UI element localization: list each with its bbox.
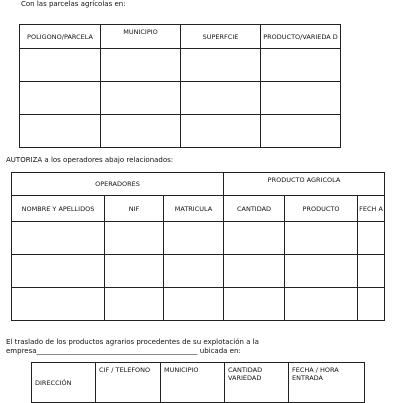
table-cell — [224, 288, 285, 321]
table-cell — [261, 115, 341, 148]
table-cell — [285, 288, 358, 321]
header-producto-variedad: PRODUCTO/VARIEDA D — [261, 25, 341, 49]
table-row — [12, 222, 385, 255]
table-cell — [101, 82, 181, 115]
header-fecha-hora-entrada: FECHA / HORA ENTRADA — [289, 363, 365, 403]
table-cell — [181, 49, 261, 82]
header-cif-telefono: CIF / TELEFONO — [96, 363, 161, 403]
header-nif: NIF — [105, 196, 164, 222]
table-cell — [20, 115, 101, 148]
table-row — [20, 49, 341, 82]
table-cell — [20, 49, 101, 82]
table-cell — [12, 222, 105, 255]
table-row — [20, 115, 341, 148]
group-header-producto-agricola: PRODUCTO AGRICOLA — [224, 173, 385, 196]
table-cell — [164, 288, 224, 321]
header-poligono-parcela: POLIGONO/PARCELA — [20, 25, 101, 49]
table-cell — [12, 288, 105, 321]
table-cell — [101, 49, 181, 82]
parcelas-table — [19, 24, 341, 148]
header-matricula: MATRICULA — [164, 196, 224, 222]
table-cell — [181, 115, 261, 148]
table-cell — [285, 222, 358, 255]
header-municipio-empresa: MUNICIPIO — [161, 363, 225, 403]
table-cell — [285, 255, 358, 288]
group-header-operadores: OPERADORES — [12, 173, 224, 196]
operadores-table — [11, 172, 385, 321]
table-cell — [164, 255, 224, 288]
table-cell — [105, 222, 164, 255]
intro-text: Con las parcelas agrícolas en: — [21, 0, 126, 8]
header-cantidad-variedad: CANTIDAD VARIEDAD — [225, 363, 289, 403]
header-cantidad: CANTIDAD — [224, 196, 285, 222]
traslado-text-line1: El traslado de los productos agrarios procedentes de su explotación a la — [6, 338, 259, 346]
table-row — [12, 288, 385, 321]
table-cell — [358, 255, 385, 288]
table-cell — [224, 222, 285, 255]
table-cell — [105, 288, 164, 321]
table-cell — [105, 255, 164, 288]
table-cell — [101, 115, 181, 148]
header-fecha: FECH A — [358, 196, 385, 222]
table-cell — [181, 82, 261, 115]
header-nombre-apellidos: NOMBRE Y APELLIDOS — [12, 196, 105, 222]
table-cell — [261, 49, 341, 82]
table-cell — [224, 255, 285, 288]
header-producto: PRODUCTO — [285, 196, 358, 222]
authorize-text: AUTORIZA a los operadores abajo relacionados: — [6, 156, 174, 164]
empresa-table — [31, 362, 365, 403]
table-cell — [12, 255, 105, 288]
table-cell — [261, 82, 341, 115]
table-row — [12, 255, 385, 288]
table-cell — [358, 288, 385, 321]
table-cell — [20, 82, 101, 115]
traslado-text-line2: empresa______________________________________________ ubicada en: — [6, 347, 241, 355]
header-direccion: DIRECCIÓN — [32, 363, 96, 403]
header-superficie: SUPERFCIE — [181, 25, 261, 49]
table-cell — [358, 222, 385, 255]
header-municipio: MUNICIPIO — [101, 25, 181, 49]
table-row — [20, 82, 341, 115]
table-cell — [164, 222, 224, 255]
